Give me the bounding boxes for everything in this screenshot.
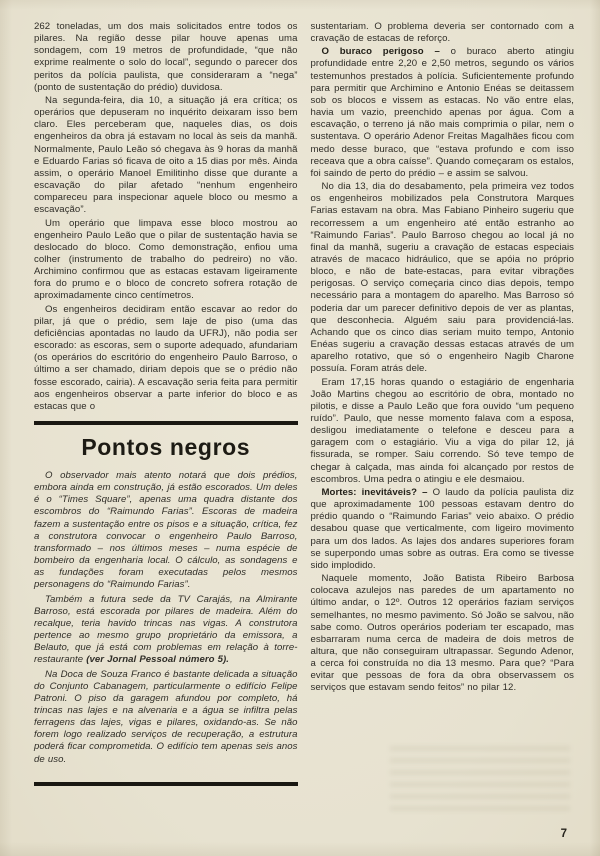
paragraph: Eram 17,15 horas quando o estagiário de engenharia João Martins chegou ao escritório de obra, montado no pilotis, e disse a Paulo Leão que fora ouvido “um pequeno ruído”. Paulo, que nesse momento falava com a esposa, desligou imediatamente o telefone e desceu para a garagem com o estagiário. Viu a viga do pilar 12, já fissurada, se romper. Saiu correndo. Só teve tempo de chegar à calçada, mas ainda foi alcançado por restos de escombros. Uma pedra o atingiu e ele desmaiou. bbox=[310, 376, 574, 485]
pontos-negros-box bbox=[34, 421, 298, 786]
box-title: Pontos negros bbox=[81, 434, 251, 460]
paragraph: No dia 13, dia do desabamento, pela primeira vez todos os engenheiros mobilizados pela Construtora Marques Farias estavam na obra. Mas Fabiano Pinheiro sugeriu que recorressem a um engenheiro até então estranho ao “Raimundo Farias”. Paulo Barroso chegou ao local já no final da manhã, sugeriu a cravação de estacas especiais através de macaco hidráulico, que se apóia no próprio bloco, e não de bate-estacas, para evitar vibrações perigosas. O serviço começaria cinco dias depois, tempo necessário para a montagem do aparelho. Mas Barroso só poderia dar um parecer definitivo depois de ver as plantas, que desconhecia. Alguém saiu para providenciá-las. Achando que os cinco dias seriam muito tempo, Antonio Enéas sugeriu a cravação dessas estacas através de um aparelho rotativo, que só o engenheiro Nagib Charone possuía. Foram atrás dele. bbox=[310, 181, 574, 375]
right-column bbox=[311, 21, 575, 786]
paragraph: Um operário que limpava esse bloco mostrou ao engenheiro Paulo Leão que o pilar de sustentação havia se deslocado do bloco. Como demonstração, enfiou uma colher (instrumento de trabalho do pedreiro) no vão. Archimino confirmou que as estacas estavam ligeiramente fora do prumo e o bloco de concreto sofrera rotação de aproximadamente cinco centímetros. bbox=[34, 217, 298, 302]
paragraph-text: o buraco aberto atingiu profundidade entre 2,20 e 2,50 metros, segundo os vários testemunhos prestados à polícia. Suficientemente profundo para permitir que Archimino e Antonio Enéas se deitassem sob os blocos e vissem as estacas. No vão entre elas, havia um vazio, preenchido apenas por água. Com a escavação, o terreno já não mais comprimia o pilar, nem o sustentava. O operário Adenor Freitas Magalhães ficou com medo desse buraco, que “estava profundo e com isso receava que a obra caísse”. Quando começaram os estalos, foi saindo de perto do prédio – e assim se salvou. bbox=[310, 46, 574, 179]
box-paragraph-text: Também a futura sede da TV Carajás, na Almirante Barroso, está escorada por pilares de madeira. Além do recalque, teria havido trincas nas vigas. A construtora pertence ao mesmo grupo proprietário da emissora, a Belauto, que já está com problemas em relação à torre-restaurante bbox=[34, 593, 298, 666]
box-paragraph: Na Doca de Souza Franco é bastante delicada a situação do Conjunto Cabanagem, particularmente o edifício Felipe Patroni. O piso da garagem afundou por completo, há trincas nas lajes e na alvenaria e a água se infiltra pelas ferragens das lajes, vigas e pilares, oxidando-as. Se não forem logo realizado serviços de recuperação, a estrutura poderá ficar comprometida. O edifício tem apenas seis anos de uso. bbox=[34, 668, 298, 765]
paragraph: Naquele momento, João Batista Ribeiro Barbosa colocava azulejos nas paredes de um apartamento no último andar, o 12º. Outros 12 operários faziam serviços semelhantes, no mesmo pavimento. Só João se salvou, não sabe como. Outros operários poderiam ter escapado, mas esbarraram numa cerca de madeira de dois metros de altura, que não conseguiram ultrapassar. Segundo Adenor, a cerca foi construída no dia 13 mesmo. Para que? “Para evitar que pessoas de fora da obra observassem os serviços que estavam sendo feitos” no pilar 12. bbox=[310, 573, 574, 694]
paragraph-buraco-perigoso bbox=[311, 46, 575, 180]
box-paragraph-reference: (ver Jornal Pessoal número 5). bbox=[86, 654, 229, 666]
paragraph-text: O laudo da polícia paulista diz que aproximadamente 100 pessoas estavam dentro do prédio quando o “Raimundo Farias” veio abaixo. O prédio desabou quase que verticalmente, com ligeiro movimento para um dos lados. As lajes dos andares superiores foram se superpondo umas sobre as outras. Era como se tivesse sido implodido. bbox=[310, 486, 574, 571]
box-paragraph bbox=[34, 594, 298, 667]
paragraph-lead-in: Mortes: inevitáveis? – bbox=[321, 486, 433, 498]
paragraph: Os engenheiros decidiram então escavar ao redor do pilar, já que o prédio, sem laje de piso (uma das deficiências apontadas no laudo da UFRJ), não podia ser escorado: as escoras, sem o suporte adequado, afundariam (os operários do escritório do engenheiro Paulo Barroso, o último a ser chamado, diriam depois que se o prédio não fosse escorado, cairia). A escavação seria feita para permitir aos engenheiros observar a parte inferior do bloco e as estacas que o bbox=[34, 303, 298, 412]
paragraph-lead-in: O buraco perigoso – bbox=[321, 46, 451, 58]
paragraph: sustentariam. O problema deveria ser contornado com a cravação de estacas de reforço. bbox=[310, 21, 574, 45]
page-number: 7 bbox=[560, 828, 567, 840]
paragraph-mortes-inevitaveis bbox=[311, 487, 575, 572]
paragraph: Na segunda-feira, dia 10, a situação já era crítica; os operários que depuseram no inquérito deixaram isso bem claro. Eles perceberam que, naqueles dias, os dois engenheiros da obra já estavam no local às seis da manhã. Normalmente, Paulo Leão só chegava às 9 horas da manhã e Eduardo Farias só ficava de oito a 15 dias por mês. Ainda assim, o operário Manoel Emilitinho disse que durante a escavação do pilar afetado “nenhum engenheiro compareceu para inspecionar aquele bloco ou mesmo a escavação”. bbox=[34, 94, 298, 216]
left-column bbox=[34, 21, 298, 786]
box-paragraph: O observador mais atento notará que dois prédios, embora ainda em construção, já estão escorados. Um deles é o “Times Square”, apenas uma quadra distante dos escombros do “Raimundo Farias”. Escoras de madeira fazem a sustentação entre os pisos e a situação, crítica, fez a construtora convocar o engenheiro Paulo Barroso, transformado – nos últimos meses – numa espécie de bombeiro da engenharia local. O cálculo, as sondagens e as fundações foram executadas pelos mesmos personagens do “Raimundo Farias”. bbox=[34, 470, 298, 591]
paragraph: 262 toneladas, um dos mais solicitados entre todos os pilares. Na região desse pilar houve apenas uma sondagem, com 19 metros de profundidade, “que não exprime realmente o solo do local”, segundo o parecer dos peritos da polícia paulista, que consideraram a “nega” (ponto de sustentação do prédio) duvidosa. bbox=[34, 21, 298, 93]
